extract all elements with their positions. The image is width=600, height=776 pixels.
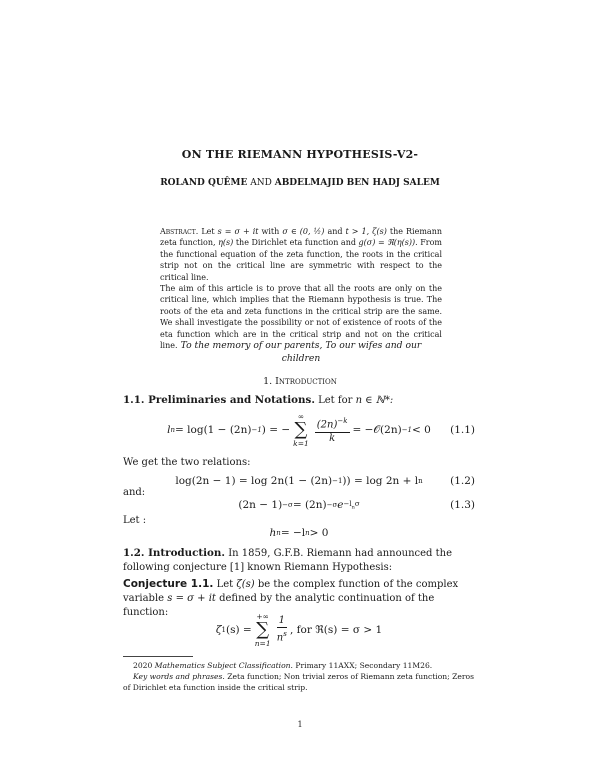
equation-zeta-1 (123, 606, 475, 654)
sum-sigma: ∑ (256, 619, 270, 640)
abstract-text: the Riemann zeta function, (160, 227, 442, 248)
abstract-paragraph-1 (160, 226, 442, 283)
equation-zeta-1-content (123, 606, 475, 654)
eq-part: 1 (221, 626, 226, 634)
eq-part: = log(1 − (2n) (175, 424, 252, 436)
body-text: be the complex function of the complex variable (123, 579, 459, 604)
eq-part: −σ (326, 501, 338, 509)
eq-part: ζ (215, 624, 222, 636)
equation-number: (1.3) (450, 499, 475, 511)
eq-part: ) = − (261, 424, 291, 436)
subsection-1-1-heading: 1.1. Preliminaries and Notations. (123, 394, 315, 406)
summation (293, 412, 309, 448)
body-text: Let (216, 579, 234, 590)
frac-denominator: k (329, 432, 336, 444)
eq-part: h (269, 527, 277, 539)
footnote-emphasis: Mathematics Subject Classification. (154, 661, 293, 670)
body-math: ζ(s) (236, 579, 255, 590)
sum-upper-limit: +∞ (256, 612, 269, 621)
eq-part: )) = log 2n + l (342, 475, 419, 487)
footnote-text: 2020 (133, 661, 153, 670)
section-heading-introduction: 1. Introduction (263, 376, 337, 387)
dedication: To the memory of our parents, To our wifes and our children (180, 340, 422, 364)
eq-part: −1 (251, 426, 262, 434)
conjecture-label: Conjecture 1.1. (123, 578, 214, 590)
footnote-text: Zeta function; Non trivial zeros of Riemann zeta function; Zeros of Dirichlet eta function inside the critical strip. (123, 672, 475, 692)
equation-1-1 (123, 406, 475, 454)
subsection-1-2-heading: 1.2. Introduction. (123, 547, 225, 559)
eq-part: l (167, 424, 171, 436)
equation-h-n (123, 518, 475, 548)
text-let: Let : (123, 515, 147, 526)
body-math: s = σ + it (167, 593, 216, 604)
author-2: ABDELMAJID BEN HADJ SALEM (274, 178, 440, 188)
abstract-math: t > 1, ζ(s) (345, 227, 387, 236)
eq-part: n (170, 426, 176, 434)
eq-part: −l (343, 499, 352, 508)
fraction (315, 415, 350, 444)
abstract-text: From the functional equation of the zeta function, the roots in the critical strip not on the critical line are symmetric with respect to the critical line. (160, 238, 443, 282)
abstract-math: g(σ) = ℜ(η(s)). (358, 238, 418, 248)
equation-1-1-content (123, 406, 475, 454)
subsection-1-2 (123, 546, 475, 575)
eq-part: n (418, 477, 423, 485)
equation-h-n-content (123, 518, 475, 548)
abstract-text: with (261, 227, 280, 236)
paper-title: ON THE RIEMANN HYPOTHESIS-V2- (181, 148, 419, 161)
eq-part: −σ (282, 501, 293, 509)
sum-lower-limit: n=1 (254, 639, 271, 648)
footnote-rule (123, 656, 193, 657)
sum-lower-limit: k=1 (293, 439, 309, 448)
eq-part: = −𝒪(2n) (352, 423, 402, 436)
summation (255, 612, 271, 648)
footnote-keywords (123, 671, 475, 693)
eq-part: (2n − 1) (238, 499, 283, 511)
abstract-label: Abstract. (160, 227, 199, 236)
sum-sigma: ∑ (294, 419, 308, 440)
eq-part: −1 (332, 477, 343, 485)
body-text: In 1859, G.F.B. Riemann had announced the following conjecture [1] known Riemann Hypothesis: (123, 548, 452, 573)
sum-upper-limit: ∞ (297, 412, 305, 421)
abstract-text: Let (201, 227, 215, 236)
body-text: defined by the analytic continuation of the function: (123, 593, 435, 618)
eq-part: < 0 (412, 424, 431, 436)
equation-number: (1.2) (450, 475, 475, 487)
eq-part: n (276, 529, 281, 537)
frac-denominator (277, 628, 287, 644)
page-number: 1 (297, 720, 303, 729)
abstract-paragraph-2: The aim of this article is to prove that all the roots are only on the critical line, which implies that the Riemann hypothesis is true. The roots of the eta and zeta functions in the critical strip are the same. We shall investigate the possibility or not of existence of roots of the eta function which are in the critical strip and not on the critical line. (160, 284, 442, 351)
authors-and: AND (250, 178, 272, 188)
eq-part: > 0 (309, 527, 329, 539)
footnote-text: Primary 11AXX; Secondary 11M26. (295, 661, 433, 670)
abstract-text: and (327, 227, 343, 236)
footnote-emphasis: Key words and phrases. (133, 672, 225, 681)
eq-part: = −l (280, 527, 306, 539)
eq-part: e (337, 499, 344, 511)
eq-part: = (2n) (292, 499, 327, 511)
eq-part: , for ℜ(s) = σ > 1 (289, 624, 383, 636)
author-1: ROLAND QUÊME (160, 178, 248, 188)
eq-part: n (276, 632, 284, 644)
eq-part: σ (354, 499, 360, 508)
abstract-math: s = σ + it (217, 227, 259, 236)
frac-numerator (315, 415, 350, 432)
text-and: and: (123, 487, 146, 498)
body-math: n ∈ ℕ*: (355, 395, 394, 406)
eq-part: log(2n − 1) = log 2n(1 − (2n) (175, 475, 333, 487)
footnote-msc (123, 660, 475, 671)
fraction (277, 615, 287, 644)
eq-part: (2n) (316, 419, 338, 431)
text-two-relations: We get the two relations: (123, 457, 251, 468)
abstract (160, 226, 442, 351)
eq-part: n (305, 529, 310, 537)
abstract-math: σ ∈ (0, ½) (282, 227, 325, 236)
eq-part: (s) = (226, 624, 252, 636)
eq-part: s (283, 630, 287, 639)
eq-part: −k (337, 417, 348, 426)
body-text: Let for (318, 395, 353, 406)
abstract-math: η(s) (218, 238, 234, 248)
abstract-text: the Dirichlet eta function and (235, 238, 356, 248)
frac-numerator: 1 (278, 615, 285, 627)
eq-part: −1 (401, 426, 413, 434)
equation-number: (1.1) (450, 424, 475, 436)
eq-part: n (351, 504, 355, 511)
paper-authors (0, 178, 600, 188)
